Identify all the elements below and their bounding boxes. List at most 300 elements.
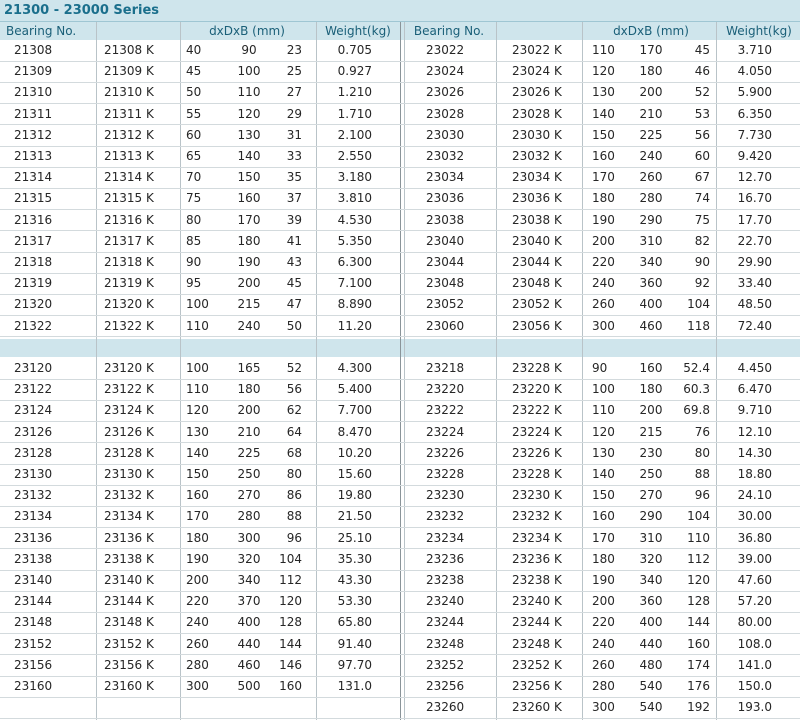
cell-bearing-no-k: 23244 K: [512, 615, 562, 630]
cell-bearing-no: 23034: [426, 170, 465, 185]
cell-bore-d: 130: [592, 445, 615, 460]
cell-width-b: 35: [286, 170, 302, 185]
cell-bore-d: 220: [592, 255, 615, 269]
cell-outer-d: 480: [639, 657, 663, 672]
cell-bore-d: 240: [592, 276, 615, 291]
cell-outer-d: 440: [237, 636, 261, 651]
cell-bearing-no: 21312: [14, 127, 53, 142]
cell-bearing-no-k: 23024 K: [512, 64, 562, 79]
cell-bore-d: 200: [592, 594, 615, 609]
cell-width-b: 43: [286, 255, 302, 269]
cell-width-b: 90: [694, 255, 710, 269]
cell-bearing-no: 23128: [14, 445, 53, 460]
cell-weight: 1.710: [337, 106, 372, 121]
cell-width-b: 80: [694, 445, 710, 460]
cell-outer-d: 460: [639, 318, 663, 333]
cell-width-b: 33: [286, 149, 302, 163]
cell-weight: 6.300: [337, 255, 372, 269]
cell-bearing-no-k: 23036 K: [512, 191, 562, 206]
cell-weight: 11.20: [337, 318, 372, 333]
cell-bearing-no: 23260: [426, 700, 465, 715]
cell-outer-d: 290: [639, 212, 663, 227]
cell-weight: 4.050: [737, 64, 772, 79]
cell-bearing-no-k: 23240 K: [512, 594, 562, 609]
cell-bearing-no: 23248: [426, 636, 465, 651]
cell-width-b: 118: [687, 318, 710, 333]
cell-width-b: 160: [687, 636, 710, 651]
cell-bearing-no-k: 23040 K: [512, 233, 562, 248]
cell-bearing-no: 23024: [426, 64, 465, 79]
cell-outer-d: 170: [639, 43, 663, 57]
cell-weight: 47.60: [737, 573, 772, 587]
cell-bearing-no: 23160: [14, 679, 53, 693]
cell-width-b: 144: [687, 615, 710, 630]
cell-bore-d: 170: [592, 170, 615, 185]
cell-outer-d: 160: [639, 361, 663, 375]
cell-bearing-no: 23156: [14, 657, 53, 672]
column-divider: [716, 22, 717, 720]
cell-outer-d: 210: [237, 424, 261, 439]
cell-outer-d: 280: [237, 509, 261, 524]
cell-bearing-no-k: 23220 K: [512, 382, 562, 397]
cell-bearing-no-k: 21308 K: [104, 43, 154, 57]
header-weight-left: Weight(kg): [325, 24, 391, 38]
cell-bore-d: 220: [186, 594, 209, 609]
cell-weight: 33.40: [737, 276, 772, 291]
cell-bearing-no: 23152: [14, 636, 53, 651]
cell-bore-d: 220: [592, 615, 615, 630]
cell-bearing-no: 23028: [426, 106, 465, 121]
table-title: 21300 - 23000 Series: [4, 3, 160, 18]
cell-width-b: 146: [279, 657, 302, 672]
cell-width-b: 52: [694, 85, 710, 100]
cell-bearing-no-k: 21313 K: [104, 149, 154, 163]
cell-bearing-no-k: 23128 K: [104, 445, 154, 460]
cell-bore-d: 300: [592, 318, 615, 333]
cell-weight: 21.50: [337, 509, 372, 524]
cell-bore-d: 200: [592, 233, 615, 248]
cell-width-b: 45: [694, 43, 710, 57]
header-bearing-left: Bearing No.: [6, 24, 77, 38]
cell-weight: 12.10: [737, 424, 772, 439]
cell-bore-d: 260: [592, 297, 615, 312]
cell-bearing-no-k: 23022 K: [512, 43, 562, 57]
row-divider: [0, 336, 800, 337]
cell-bearing-no-k: 23232 K: [512, 509, 562, 524]
cell-weight: 6.350: [737, 106, 772, 121]
cell-weight: 5.900: [737, 85, 772, 100]
cell-bore-d: 65: [186, 149, 202, 163]
cell-outer-d: 250: [237, 467, 261, 481]
cell-bearing-no-k: 21316 K: [104, 212, 154, 227]
cell-bearing-no-k: 23120 K: [104, 361, 154, 375]
cell-bearing-no-k: 21312 K: [104, 127, 154, 142]
cell-bearing-no-k: 23028 K: [512, 106, 562, 121]
cell-bore-d: 110: [186, 382, 209, 397]
cell-outer-d: 165: [237, 361, 261, 375]
cell-bore-d: 45: [186, 64, 202, 79]
cell-outer-d: 140: [237, 149, 261, 163]
cell-width-b: 92: [694, 276, 710, 291]
cell-outer-d: 200: [639, 85, 663, 100]
column-divider: [404, 22, 405, 720]
cell-bearing-no-k: 23248 K: [512, 636, 562, 651]
cell-bore-d: 190: [592, 573, 615, 587]
cell-weight: 5.350: [337, 233, 372, 248]
cell-width-b: 120: [279, 594, 302, 609]
cell-bearing-no: 23124: [14, 403, 53, 418]
column-divider: [582, 22, 583, 720]
cell-weight: 4.530: [337, 212, 372, 227]
cell-bearing-no: 23238: [426, 573, 465, 587]
cell-bearing-no: 23220: [426, 382, 465, 397]
cell-width-b: 23: [286, 43, 302, 57]
cell-bore-d: 190: [592, 212, 615, 227]
cell-width-b: 96: [694, 488, 710, 503]
column-divider: [96, 22, 97, 720]
cell-bearing-no-k: 23034 K: [512, 170, 562, 185]
cell-bore-d: 240: [186, 615, 209, 630]
cell-width-b: 27: [286, 85, 302, 100]
cell-bearing-no-k: 23048 K: [512, 276, 562, 291]
cell-bearing-no-k: 23038 K: [512, 212, 562, 227]
cell-bore-d: 110: [186, 318, 209, 333]
cell-bore-d: 110: [592, 43, 615, 57]
cell-bearing-no-k: 21309 K: [104, 64, 154, 79]
cell-bearing-no: 21315: [14, 191, 53, 206]
cell-outer-d: 90: [241, 43, 257, 57]
cell-weight: 36.80: [737, 530, 772, 545]
cell-bearing-no: 21310: [14, 85, 53, 100]
cell-weight: 57.20: [737, 594, 772, 609]
cell-bearing-no-k: 23132 K: [104, 488, 154, 503]
cell-bearing-no: 23060: [426, 318, 465, 333]
cell-bearing-no-k: 23224 K: [512, 424, 562, 439]
cell-width-b: 60.3: [683, 382, 710, 397]
cell-bearing-no-k: 21310 K: [104, 85, 154, 100]
cell-width-b: 88: [694, 467, 710, 481]
cell-bearing-no-k: 21315 K: [104, 191, 154, 206]
cell-outer-d: 230: [639, 445, 663, 460]
cell-outer-d: 225: [237, 445, 261, 460]
cell-bearing-no-k: 23226 K: [512, 445, 562, 460]
cell-bearing-no: 23032: [426, 149, 465, 163]
cell-outer-d: 340: [639, 255, 663, 269]
cell-outer-d: 250: [639, 467, 663, 481]
cell-bearing-no-k: 21320 K: [104, 297, 154, 312]
cell-width-b: 88: [286, 509, 302, 524]
cell-bore-d: [186, 697, 226, 717]
cell-bearing-no: 23224: [426, 424, 465, 439]
cell-bore-d: 120: [592, 64, 615, 79]
cell-width-b: 37: [286, 191, 302, 206]
cell-bearing-no-k: 21311 K: [104, 106, 154, 121]
cell-width-b: 76: [694, 424, 710, 439]
cell-bore-d: 90: [186, 255, 202, 269]
cell-outer-d: 260: [639, 170, 663, 185]
cell-bearing-no-k: 23144 K: [104, 594, 154, 609]
cell-outer-d: 540: [639, 679, 663, 693]
cell-outer-d: 190: [237, 255, 261, 269]
cell-outer-d: 500: [237, 679, 261, 693]
cell-outer-d: 180: [639, 382, 663, 397]
cell-bore-d: 95: [186, 276, 202, 291]
cell-bore-d: 150: [592, 488, 615, 503]
cell-weight: 0.927: [337, 64, 372, 79]
cell-bearing-no-k: 23124 K: [104, 403, 154, 418]
cell-bearing-no-k: 23032 K: [512, 149, 562, 163]
cell-outer-d: 110: [237, 85, 261, 100]
cell-weight: 72.40: [737, 318, 772, 333]
cell-bearing-no: 21316: [14, 212, 53, 227]
cell-bore-d: 260: [592, 657, 615, 672]
cell-outer-d: 160: [237, 191, 261, 206]
cell-bore-d: 130: [592, 85, 615, 100]
cell-bearing-no-k: 23260 K: [512, 700, 562, 715]
cell-bore-d: 55: [186, 106, 202, 121]
cell-bearing-no: 23144: [14, 594, 53, 609]
cell-weight: 97.70: [337, 657, 372, 672]
cell-bearing-no: 21318: [14, 255, 53, 269]
cell-weight: [320, 697, 372, 717]
cell-width-b: 29: [286, 106, 302, 121]
cell-outer-d: 540: [639, 700, 663, 715]
cell-weight: 108.0: [737, 636, 772, 651]
column-divider: [496, 22, 497, 720]
cell-outer-d: 310: [639, 530, 663, 545]
cell-bearing-no: 23240: [426, 594, 465, 609]
header-dims-right: dxDxB (mm): [613, 24, 689, 38]
cell-bearing-no: [14, 697, 94, 717]
cell-bore-d: 160: [592, 149, 615, 163]
cell-bearing-no: 23026: [426, 85, 465, 100]
cell-bearing-no-k: 23222 K: [512, 403, 562, 418]
cell-weight: 48.50: [737, 297, 772, 312]
cell-weight: 18.80: [737, 467, 772, 481]
cell-weight: 29.90: [737, 255, 772, 269]
cell-weight: 4.450: [737, 361, 772, 375]
cell-weight: 22.70: [737, 233, 772, 248]
cell-weight: 35.30: [337, 551, 372, 566]
cell-bore-d: 90: [592, 361, 608, 375]
cell-bore-d: 120: [592, 424, 615, 439]
cell-outer-d: 320: [237, 551, 261, 566]
cell-weight: 53.30: [337, 594, 372, 609]
cell-bore-d: 240: [592, 636, 615, 651]
cell-width-b: 86: [286, 488, 302, 503]
cell-bearing-no-k: 23234 K: [512, 530, 562, 545]
cell-width-b: 112: [279, 573, 302, 587]
cell-bearing-no-k: 23228 K: [512, 361, 562, 375]
cell-outer-d: 215: [237, 297, 261, 312]
cell-bearing-no-k: 23236 K: [512, 551, 562, 566]
cell-width-b: 96: [286, 530, 302, 545]
cell-bearing-no: 21311: [14, 106, 53, 121]
cell-width-b: 104: [687, 297, 710, 312]
cell-bore-d: 180: [592, 551, 615, 566]
cell-bearing-no-k: [104, 697, 178, 717]
row-divider: [0, 718, 800, 719]
cell-bearing-no: 23022: [426, 43, 465, 57]
cell-bearing-no-k: 23140 K: [104, 573, 154, 587]
cell-weight: 3.810: [337, 191, 372, 206]
cell-bearing-no-k: 21317 K: [104, 233, 154, 248]
cell-bore-d: 140: [186, 445, 209, 460]
cell-weight: 131.0: [337, 679, 372, 693]
cell-bore-d: 150: [592, 127, 615, 142]
cell-width-b: 31: [286, 127, 302, 142]
cell-outer-d: 440: [639, 636, 663, 651]
cell-bearing-no-k: 23252 K: [512, 657, 562, 672]
cell-weight: 193.0: [737, 700, 772, 715]
cell-width-b: 160: [279, 679, 302, 693]
cell-bore-d: 50: [186, 85, 202, 100]
cell-width-b: 104: [687, 509, 710, 524]
cell-weight: 2.550: [337, 149, 372, 163]
cell-bore-d: 130: [186, 424, 209, 439]
cell-bearing-no: 23244: [426, 615, 465, 630]
cell-outer-d: 360: [639, 594, 663, 609]
cell-bearing-no-k: 23134 K: [104, 509, 154, 524]
column-divider: [180, 22, 181, 720]
cell-bearing-no-k: 23160 K: [104, 679, 154, 693]
cell-bore-d: 40: [186, 43, 202, 57]
cell-bearing-no-k: 21314 K: [104, 170, 154, 185]
cell-width-b: 46: [694, 64, 710, 79]
cell-bearing-no: 23130: [14, 467, 53, 481]
cell-bore-d: 300: [186, 679, 209, 693]
cell-bearing-no-k: 23052 K: [512, 297, 562, 312]
cell-bearing-no: 23120: [14, 361, 53, 375]
cell-bearing-no: 23228: [426, 467, 465, 481]
cell-bearing-no-k: 23136 K: [104, 530, 154, 545]
cell-weight: 8.890: [337, 297, 372, 312]
cell-width-b: 45: [286, 276, 302, 291]
table-title-bar: [0, 0, 800, 22]
cell-weight: 30.00: [737, 509, 772, 524]
cell-outer-d: 400: [639, 615, 663, 630]
cell-bearing-no: 21313: [14, 149, 53, 163]
section-divider: [400, 22, 401, 720]
cell-weight: 12.70: [737, 170, 772, 185]
cell-bearing-no: 21308: [14, 43, 53, 57]
cell-bore-d: 170: [186, 509, 209, 524]
cell-bearing-no-k: 23238 K: [512, 573, 562, 587]
cell-bore-d: 200: [186, 573, 209, 587]
cell-weight: 24.10: [737, 488, 772, 503]
cell-bearing-no: 23132: [14, 488, 53, 503]
cell-width-b: 80: [286, 467, 302, 481]
cell-outer-d: 130: [237, 127, 261, 142]
cell-bearing-no-k: 23228 K: [512, 467, 562, 481]
header-bearing-right: Bearing No.: [413, 24, 485, 38]
cell-weight: 15.60: [337, 467, 372, 481]
cell-outer-d: 200: [237, 276, 261, 291]
cell-weight: 43.30: [337, 573, 372, 587]
cell-width-b: 25: [286, 64, 302, 79]
cell-width-b: 50: [286, 318, 302, 333]
cell-width-b: 104: [279, 551, 302, 566]
cell-bearing-no: 21314: [14, 170, 53, 185]
cell-weight: 14.30: [737, 445, 772, 460]
cell-bore-d: 260: [186, 636, 209, 651]
cell-outer-d: 200: [639, 403, 663, 418]
cell-width-b: 39: [286, 212, 302, 227]
cell-outer-d: 200: [237, 403, 261, 418]
cell-bearing-no: 23134: [14, 509, 53, 524]
cell-bearing-no-k: 21319 K: [104, 276, 154, 291]
cell-bearing-no: 23044: [426, 255, 465, 269]
cell-width-b: 112: [687, 551, 710, 566]
cell-weight: 91.40: [337, 636, 372, 651]
cell-bearing-no-k: 23122 K: [104, 382, 154, 397]
cell-bearing-no: 23038: [426, 212, 465, 227]
cell-bore-d: 180: [186, 530, 209, 545]
cell-bore-d: 70: [186, 170, 202, 185]
cell-outer-d: 310: [639, 233, 663, 248]
cell-weight: 7.100: [337, 276, 372, 291]
cell-width-b: 47: [286, 297, 302, 312]
cell-bearing-no: 23040: [426, 233, 465, 248]
cell-weight: 80.00: [737, 615, 772, 630]
cell-outer-d: 240: [639, 149, 663, 163]
cell-bearing-no: 23030: [426, 127, 465, 142]
cell-width-b: 56: [286, 382, 302, 397]
cell-bearing-no-k: 23030 K: [512, 127, 562, 142]
cell-weight: 7.730: [737, 127, 772, 142]
cell-width-b: 74: [694, 191, 710, 206]
cell-bore-d: 140: [592, 106, 615, 121]
column-divider: [316, 22, 317, 720]
cell-bore-d: 60: [186, 127, 202, 142]
cell-outer-d: 180: [237, 382, 261, 397]
cell-bearing-no: 23052: [426, 297, 465, 312]
cell-width-b: 174: [687, 657, 710, 672]
cell-outer-d: 240: [237, 318, 261, 333]
cell-bearing-no-k: 23138 K: [104, 551, 154, 566]
cell-bearing-no: 23226: [426, 445, 465, 460]
cell-bearing-no-k: 23152 K: [104, 636, 154, 651]
cell-width-b: 110: [687, 530, 710, 545]
cell-width-b: 192: [687, 700, 710, 715]
cell-width-b: 56: [694, 127, 710, 142]
cell-weight: 3.710: [737, 43, 772, 57]
cell-bore-d: 190: [186, 551, 209, 566]
cell-bearing-no: 23148: [14, 615, 53, 630]
cell-outer-d: 370: [237, 594, 261, 609]
cell-width-b: 60: [694, 149, 710, 163]
cell-bearing-no-k: 23230 K: [512, 488, 562, 503]
cell-outer-d: 460: [237, 657, 261, 672]
cell-bearing-no-k: 23156 K: [104, 657, 154, 672]
cell-outer-d: 270: [237, 488, 261, 503]
cell-bearing-no: 23140: [14, 573, 53, 587]
cell-weight: 8.470: [337, 424, 372, 439]
cell-weight: 65.80: [337, 615, 372, 630]
cell-weight: 16.70: [737, 191, 772, 206]
cell-bore-d: 140: [592, 467, 615, 481]
cell-width-b: 52.4: [683, 361, 710, 375]
cell-outer-d: 360: [639, 276, 663, 291]
cell-bore-d: 80: [186, 212, 202, 227]
cell-outer-d: 170: [237, 212, 261, 227]
cell-outer-d: 180: [237, 233, 261, 248]
cell-bearing-no: 23048: [426, 276, 465, 291]
cell-outer-d: 215: [639, 424, 663, 439]
cell-bore-d: 100: [186, 361, 209, 375]
cell-weight: 10.20: [337, 445, 372, 460]
cell-outer-d: 400: [237, 615, 261, 630]
